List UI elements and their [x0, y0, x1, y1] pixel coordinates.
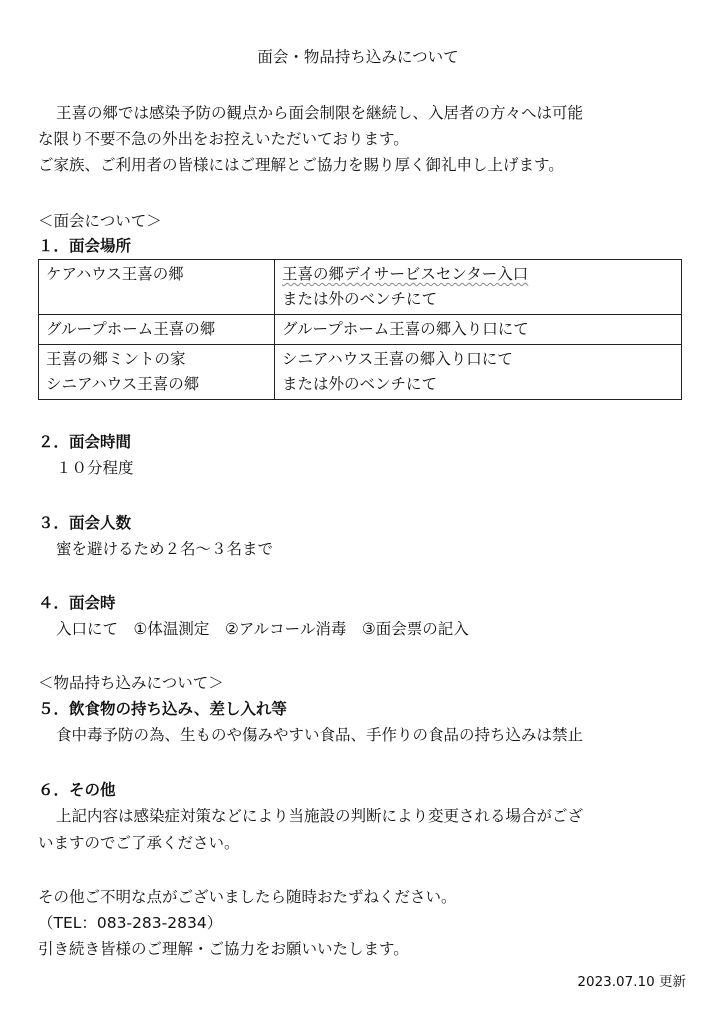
facility-name: 王喜の郷ミントの家 — [46, 350, 186, 368]
goods-section-heading: ＜物品持ち込みについて＞ — [38, 674, 224, 692]
table-row — [39, 345, 682, 400]
other-body-line-2: いますのでご了承ください。 — [38, 834, 240, 852]
location-text-underlined: 王喜の郷デイサービスセンター入口 — [282, 265, 529, 283]
contact-tel: （TEL：083-283-2834） — [38, 914, 223, 932]
time-body: １０分程度 — [56, 459, 134, 477]
place-heading: １．面会場所 — [38, 237, 132, 255]
facility-name: グループホーム王喜の郷 — [46, 320, 216, 338]
closing-line-1: その他ご不明な点がございましたら随時おたずねください。 — [38, 888, 457, 906]
time-heading: ２．面会時間 — [38, 433, 132, 451]
facility-name: シニアハウス王喜の郷 — [46, 375, 200, 393]
location-cell — [275, 315, 682, 345]
updated-date: 2023.07.10 更新 — [577, 974, 686, 990]
facility-cell — [39, 345, 275, 400]
when-body: 入口にて ①体温測定 ②アルコール消毒 ③面会票の記入 — [56, 620, 469, 638]
food-heading: ５．飲食物の持ち込み、差し入れ等 — [38, 700, 287, 718]
table-row — [39, 260, 682, 315]
location-text: または外のベンチにて — [282, 290, 438, 308]
other-heading: ６．その他 — [38, 781, 116, 799]
location-text — [282, 262, 675, 287]
facility-cell — [39, 315, 275, 345]
venue-table — [38, 259, 682, 400]
facility-name: ケアハウス王喜の郷 — [46, 265, 184, 283]
location-cell — [275, 345, 682, 400]
intro-line-2: な限り不要不急の外出をお控えいただいております。 — [38, 130, 409, 148]
location-text: グループホーム王喜の郷入り口にて — [282, 320, 529, 338]
location-cell — [275, 260, 682, 315]
page-title: 面会・物品持ち込みについて — [257, 48, 459, 66]
closing-line-2: 引き続き皆様のご理解・ご協力をお願いいたします。 — [38, 940, 409, 958]
count-body: 蜜を避けるため２名～３名まで — [56, 540, 274, 558]
when-heading: ４．面会時 — [38, 594, 116, 612]
location-text: シニアハウス王喜の郷入り口にて — [282, 350, 513, 368]
table-row — [39, 315, 682, 345]
intro-line-3: ご家族、ご利用者の皆様にはご理解とご協力を賜り厚く御礼申し上げます。 — [38, 156, 564, 174]
other-body-line-1: 上記内容は感染症対策などにより当施設の判断により変更される場合がござ — [56, 807, 584, 825]
intro-line-1: 王喜の郷では感染予防の観点から面会制限を継続し、入居者の方々へは可能 — [56, 104, 584, 122]
count-heading: ３．面会人数 — [38, 514, 132, 532]
location-text: または外のベンチにて — [282, 375, 438, 393]
food-body: 食中毒予防の為、生ものや傷みやすい食品、手作りの食品の持ち込みは禁止 — [56, 726, 584, 744]
facility-cell — [39, 260, 275, 315]
visit-section-heading: ＜面会について＞ — [38, 212, 162, 230]
